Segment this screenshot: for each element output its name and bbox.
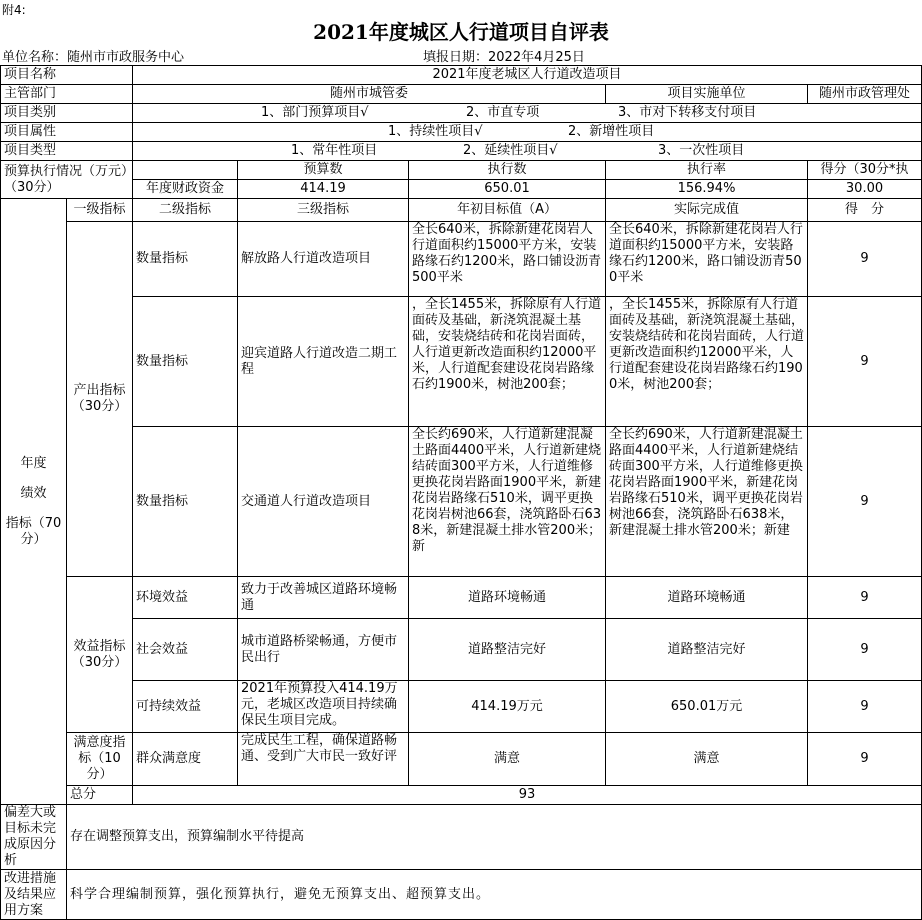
output-actual: 全长约690米，人行道新建混凝土路面4400平米，人行道新建烧结砖面300平方米，人行道维修更换花岗岩路面1900平米，新建花岗岩路缘石510米，调平更换花岗岩树池66套，浇筑路卧石638米，新建混凝土排水管200米；新建	[606, 427, 808, 577]
table-row	[1, 619, 922, 681]
type-option-3: 3、一次性项目	[658, 143, 745, 158]
deviation-label: 偏差大或目标未完成原因分析	[1, 805, 67, 870]
category-option-3: 3、市对下转移支付项目	[618, 105, 757, 120]
table-row	[1, 222, 922, 297]
project-name-label: 项目名称	[1, 66, 133, 85]
benefit-target: 414.19万元	[409, 681, 606, 733]
attachment-label: 附4:	[2, 3, 26, 17]
row-project-name	[1, 66, 922, 85]
budget-header-planned: 预算数	[238, 161, 409, 180]
row-budget-header	[1, 161, 922, 180]
evaluation-table	[0, 65, 922, 920]
impl-unit-label: 项目实施单位	[606, 85, 808, 104]
output-target: 全长640米，拆除新建花岗岩人行道面积约15000平方米，安装路缘石约1200米，路口铺设沥青500平米	[409, 222, 606, 297]
row-category	[1, 104, 922, 123]
total-label: 总分	[67, 786, 133, 805]
table-row	[1, 681, 922, 733]
satisfaction-target: 满意	[409, 733, 606, 786]
unit-name: 单位名称：随州市市政服务中心	[2, 50, 185, 65]
output-score: 9	[808, 427, 922, 577]
output-actual: ，全长1455米，拆除原有人行道面砖及基础，新浇筑混凝土基础，安装烧结砖和花岗岩面砖，人行道更新改造面积约12000平米，人行道配套建设花岗岩路缘石约1900米，树池200套；	[606, 297, 808, 427]
row-deviation	[1, 805, 922, 870]
row-dept	[1, 85, 922, 104]
perf-header-level2: 二级指标	[133, 199, 238, 222]
deviation-value: 存在调整预算支出，预算编制水平待提高	[67, 805, 922, 870]
budget-header-score: 得分（30分*执	[808, 161, 922, 180]
table-row	[1, 733, 922, 786]
budget-executed: 650.01	[409, 180, 606, 199]
benefit-target: 道路环境畅通	[409, 577, 606, 619]
attr-label: 项目属性	[1, 123, 133, 142]
type-label: 项目类型	[1, 142, 133, 161]
row-budget-values	[1, 180, 922, 199]
output-level2: 数量指标	[133, 427, 238, 577]
output-indicator-label: 产出指标（30分）	[67, 222, 133, 577]
budget-row-label: 年度财政资金	[133, 180, 238, 199]
category-options	[133, 104, 922, 123]
benefit-score: 9	[808, 577, 922, 619]
category-option-1: 1、部门预算项目√	[261, 105, 369, 120]
perf-header-actual: 实际完成值	[606, 199, 808, 222]
benefit-level2: 环境效益	[133, 577, 238, 619]
perf-header-score: 得 分	[808, 199, 922, 222]
perf-header-target: 年初目标值（A）	[409, 199, 606, 222]
category-option-2: 2、市直专项	[466, 105, 540, 120]
benefit-score: 9	[808, 619, 922, 681]
perf-header-level3: 三级指标	[238, 199, 409, 222]
budget-label: 预算执行情况（万元）（30分）	[1, 161, 133, 199]
measures-value: 科学合理编制预算，强化预算执行，避免无预算支出、超预算支出。	[67, 870, 922, 920]
perf-label-line-1: 年度	[20, 455, 47, 471]
satisfaction-level3: 完成民生工程，确保道路畅通、受到广大市民一致好评	[238, 733, 409, 786]
benefit-indicator-label: 效益指标（30分）	[67, 577, 133, 733]
table-row	[1, 427, 922, 577]
output-target: ，全长1455米，拆除原有人行道面砖及基础，新浇筑混凝土基础，安装烧结砖和花岗岩面砖，人行道更新改造面积约12000平米，人行道配套建设花岗岩路缘石约1900米，树池200套；	[409, 297, 606, 427]
perf-label	[1, 199, 67, 805]
perf-header-level1: 一级指标	[67, 199, 133, 222]
benefit-level3: 致力于改善城区道路环境畅通	[238, 577, 409, 619]
satisfaction-level2: 群众满意度	[133, 733, 238, 786]
dept-value: 随州市城管委	[133, 85, 606, 104]
budget-rate: 156.94%	[606, 180, 808, 199]
satisfaction-indicator-label: 满意度指标（10分）	[67, 733, 133, 786]
perf-label-line-3: 指标（70分）	[5, 515, 62, 547]
output-score: 9	[808, 222, 922, 297]
attr-options	[133, 123, 922, 142]
table-row	[1, 577, 922, 619]
total-value: 93	[133, 786, 922, 805]
output-level3: 迎宾道路人行道改造二期工程	[238, 297, 409, 427]
output-score: 9	[808, 297, 922, 427]
benefit-score: 9	[808, 681, 922, 733]
output-level2: 数量指标	[133, 297, 238, 427]
benefit-level3: 2021年预算投入414.19万元，老城区改造项目持续确保民生项目完成。	[238, 681, 409, 733]
row-type	[1, 142, 922, 161]
type-option-1: 1、常年性项目	[291, 143, 378, 158]
benefit-level3: 城市道路桥梁畅通，方便市民出行	[238, 619, 409, 681]
project-name-value: 2021年度老城区人行道改造项目	[133, 66, 922, 85]
row-measures	[1, 870, 922, 920]
row-attr	[1, 123, 922, 142]
type-option-2: 2、延续性项目√	[463, 143, 558, 158]
output-actual: 全长640米，拆除新建花岗岩人行道面积约15000平方米，安装路缘石约1200米，路口铺设沥青500平米	[606, 222, 808, 297]
budget-header-rate: 执行率	[606, 161, 808, 180]
benefit-level2: 可持续效益	[133, 681, 238, 733]
type-options	[133, 142, 922, 161]
perf-label-line-2: 绩效	[20, 485, 47, 501]
impl-unit-value: 随州市政管理处	[808, 85, 922, 104]
output-level2: 数量指标	[133, 222, 238, 297]
attr-option-2: 2、新增性项目	[568, 124, 655, 139]
row-perf-header	[1, 199, 922, 222]
output-target: 全长约690米，人行道新建混凝土路面4400平米，人行道新建烧结砖面300平方米，人行道维修更换花岗岩路面1900平米，新建花岗岩路缘石510米，调平更换花岗岩树池66套，浇筑路卧石638米，新建混凝土排水管200米；新	[409, 427, 606, 577]
fill-date: 填报日期：2022年4月25日	[423, 50, 585, 65]
satisfaction-score: 9	[808, 733, 922, 786]
benefit-actual: 650.01万元	[606, 681, 808, 733]
category-label: 项目类别	[1, 104, 133, 123]
output-level3: 解放路人行道改造项目	[238, 222, 409, 297]
page-title: 2021年度城区人行道项目自评表	[313, 20, 609, 44]
budget-score: 30.00	[808, 180, 922, 199]
table-row	[1, 297, 922, 427]
budget-header-executed: 执行数	[409, 161, 606, 180]
benefit-actual: 道路环境畅通	[606, 577, 808, 619]
measures-label: 改进措施及结果应用方案	[1, 870, 67, 920]
benefit-actual: 道路整洁完好	[606, 619, 808, 681]
row-total	[1, 786, 922, 805]
output-level3: 交通道人行道改造项目	[238, 427, 409, 577]
budget-planned: 414.19	[238, 180, 409, 199]
attr-option-1: 1、持续性项目√	[388, 124, 483, 139]
satisfaction-actual: 满意	[606, 733, 808, 786]
dept-label: 主管部门	[1, 85, 133, 104]
benefit-level2: 社会效益	[133, 619, 238, 681]
benefit-target: 道路整洁完好	[409, 619, 606, 681]
